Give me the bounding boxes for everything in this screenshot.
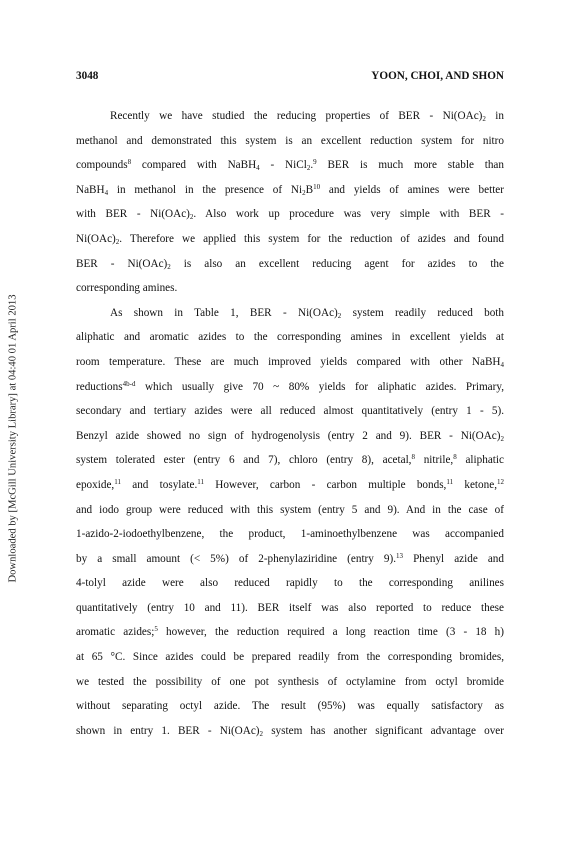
text-line: compounds$^8$ compared with NaBH$_4$ - NiCl$_2$.$^9$ BER is much more stable than	[76, 158, 504, 173]
text-line: Benzyl azide showed no sign of hydrogenolysis (entry 2 and 9). BER - $Ni(OAc)_2$	[76, 429, 504, 443]
text-line: shown in entry 1. BER - $Ni(OAc)_2$ system has another significant advantage over	[76, 724, 504, 738]
text-line: system tolerated ester (entry 6 and 7), chloro (entry 8), acetal,$^8$ nitrile,$^8$ aliphatic	[76, 453, 504, 467]
text-line: aliphatic and aromatic azides to the corresponding amines in excellent yields at	[76, 331, 504, 344]
text-line: Recently we have studied the reducing properties of BER - $Ni(OAc)_2$ in	[110, 110, 504, 123]
text-line: room temperature. These are much improved yields compared with other NaBH$_4$	[76, 355, 504, 369]
running-title: YOON, CHOI, AND SHON	[371, 70, 504, 82]
text-line: 1-azido-2-iodoethylbenzene, the product, 1-aminoethylbenzene was accompanied	[76, 528, 504, 541]
page-number: 3048	[76, 70, 99, 82]
text-line: 4-tolyl azide were also reduced rapidly to the corresponding anilines	[76, 577, 504, 590]
text-line: without separating octyl azide. The result (95%) was equally satisfactory as	[76, 700, 504, 713]
download-note: Downloaded by [McGill University Library] at 04:40 01 April 2013	[7, 293, 19, 583]
running-header	[76, 70, 504, 82]
text-line: secondary and tertiary azides were all reduced almost quantitatively (entry 1 - 5).	[76, 405, 504, 418]
text-line: with BER - $Ni(OAc)_2$. Also work up procedure was very simple with BER -	[76, 208, 504, 222]
text-line: NaBH$_4$ in methanol in the presence of $Ni_2B^{10}$ and yields of amines were better	[76, 182, 504, 197]
text-line: corresponding amines.	[76, 282, 178, 295]
body-text	[76, 104, 504, 743]
text-line: methanol and demonstrated this system is an excellent reduction system for nitro	[76, 134, 504, 147]
download-watermark	[2, 228, 24, 648]
text-line: at 65 °C. Since azides could be prepared readily from the corresponding bromides,	[76, 651, 504, 664]
text-line: by a small amount (< 5%) of 2-phenylaziridine (entry 9).$^{13}$ Phenyl azide and	[76, 551, 504, 565]
text-line: reductions$^{4b-d}$ which usually give 70 ~ 80% yields for aliphatic azides. Primary,	[76, 379, 504, 393]
text-line: aromatic azides;$^5$ however, the reduction required a long reaction time (3 - 18 h)	[76, 625, 504, 639]
text-line: we tested the possibility of one pot synthesis of octylamine from octyl bromide	[76, 675, 504, 688]
text-line: epoxide,$^{11}$ and tosylate.$^{11}$ However, carbon - carbon multiple bonds,$^{11}$ ketone,$^{12}$	[76, 477, 504, 491]
text-line: As shown in Table 1, BER - $Ni(OAc)_2$ system readily reduced both	[110, 306, 504, 320]
text-line: quantitatively (entry 10 and 11). BER itself was also reported to reduce these	[76, 601, 504, 614]
text-line: BER - $Ni(OAc)_2$ is also an excellent reducing agent for azides to the	[76, 257, 504, 271]
text-line: $Ni(OAc)_2$. Therefore we applied this system for the reduction of azides and found	[76, 232, 504, 246]
text-line: and iodo group were reduced with this system (entry 5 and 9). And in the case of	[76, 503, 504, 516]
